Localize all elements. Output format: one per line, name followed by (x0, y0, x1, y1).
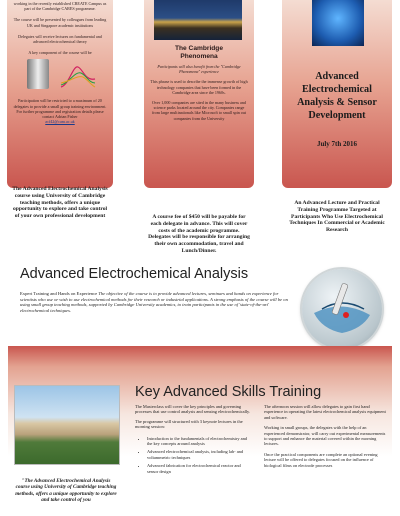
col2-fee-note: A course fee of $450 will be payable for each delegate in advance. This will cover costs of the academic programme. Delegates will be responsible for arranging their own accommodation, travel and Lunch/Dinner. (148, 214, 250, 254)
col1-tagline: The Advanced Electrochemical Analysis course using University of Cambridge teaching methods, offers a unique opportunity to explore and take control of your own professional development (12, 186, 108, 220)
kings-college-photo (14, 385, 120, 465)
afternoon-session-text: The afternoon session will allow delegates to gain first hand experience in operating the latest electrochemical analysis equipment and software. (264, 404, 386, 420)
col2-text-2: This phrase is used to describe the immense growth of high technology companies that have been formed in the Cambridge area since the 1960s. (150, 79, 248, 95)
section-body: The objective of the course is to provide advanced lectures, seminars and hands on experience for scientists who use or wish to use electrochemical methods for their research or industrial applications. A strong emphasis of the course will be on using small group teaching methods, supported by Cambridge University academics, to train participants in the use of 'state-of-the-art' electrochemical techniques. (20, 291, 288, 313)
info-column-left (7, 0, 113, 188)
testimonial-quote: "The Advanced Electrochemical Analysis course using University of Cambridge teaching methods, offers a unique opportunity to explore and take control of you (15, 478, 117, 503)
col1-text-3: Delegates will receive lectures on fundamental and advanced electrochemical theory (18, 33, 102, 45)
electrode-badge-image (302, 269, 382, 349)
cambridge-night-photo (154, 0, 242, 40)
col2-text-1: Participants will also benefit from the "Cambridge Phenomena" experience (157, 64, 241, 75)
info-column-middle (144, 0, 254, 188)
electrode-illustration (302, 269, 382, 349)
skills-left-column (135, 404, 253, 477)
col1-text-1: working in the recently established CREATE Campus as part of the Cambridge CARES programme. (13, 1, 107, 12)
section-lead: Expert Training and Hands on Experience (20, 291, 98, 296)
col1-text-4: A key component of the course will be (28, 50, 92, 56)
skills-right-column (264, 404, 386, 468)
skills-intro: The Masterclass will cover the key principles and governing processes that use control analysis and sensing electrochemically. (135, 404, 251, 415)
col1-text-2: The course will be presented by colleagues from leading UK and Singapore academic institutions (13, 17, 107, 28)
course-title: Advanced Electrochemical Analysis & Sensor Development (297, 71, 377, 121)
col2-title: The Cambridge Phenomena (175, 45, 223, 60)
col3-programme-note: An Advanced Lecture and Practical Training Programme Targeted at Participants Who Use Electrochemical Techniques In Commercial or Academic Research (289, 200, 385, 234)
col1-text-5: Participation will be restricted to a maximum of 20 delegates to provide a small group training environment. For further programme and registration details please contact Adrian Fisher (13, 98, 107, 120)
skills-structure: The programme will structured with 3 keynote lectures in the morning session: (135, 418, 243, 430)
col2-text-3: Over 1,000 companies are sited in the many business and science parks located around the city. Companies range from large multinationals like Microsoft to small spin out companies from the University (151, 100, 247, 121)
voltammogram-graph (59, 59, 97, 91)
course-date: July 7th 2016 (316, 140, 358, 148)
lecture-list (135, 436, 253, 474)
contact-email-link[interactable]: acf42@cam.ac.uk (45, 119, 75, 125)
list-item: • Advanced electrochemical analysis, including lab- and voltammetric techniques (147, 449, 253, 460)
section-heading: Advanced Electrochemical Analysis (20, 266, 249, 282)
instrument-image (27, 59, 49, 89)
list-item: • Introduction to the fundamentals of electrochemistry and the key concepts around analysis (147, 436, 253, 447)
evening-lecture-text: Once the practical components are complete an optional evening lecture will be offered to delegates focused on the influence of biological films on electrode processes (264, 451, 378, 468)
section-description (20, 291, 288, 313)
list-item: • Advanced fabrication for electrochemical reactor and sensor design (147, 463, 253, 474)
skills-heading: Key Advanced Skills Training (135, 384, 322, 400)
practical-groups-text: Working in small groups, the delegates with the help of an experienced demonstrator, will carry out experimental measurements to support and enhance the material covered within the morning lectures. (264, 425, 386, 447)
laboratory-photo (312, 0, 364, 46)
info-column-right (282, 0, 392, 188)
